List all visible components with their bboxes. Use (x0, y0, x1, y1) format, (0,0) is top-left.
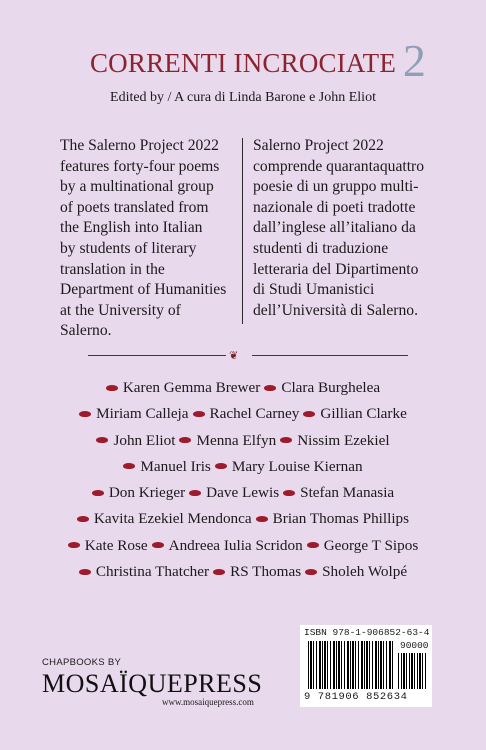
publisher-name: MOSAÏQUEPRESS (42, 669, 263, 698)
poet-entry (264, 375, 380, 401)
poet-name: Clara Burghelea (281, 379, 381, 396)
poet-entry (79, 559, 209, 585)
poet-name: Manuel Iris (140, 457, 211, 475)
book-title-text: CORRENTI INCROCIATE (89, 48, 397, 78)
poet-name: George T Sipos (323, 536, 419, 554)
publisher-url: www.mosaiquepress.com (162, 697, 254, 707)
description-line: by a multinational group (60, 178, 214, 196)
poet-name: Don Krieger (108, 484, 186, 502)
description-line: at the University of Salerno. (60, 301, 181, 340)
lips-icon (215, 463, 227, 469)
description-line: by students of literary (60, 239, 197, 257)
poet-entry (179, 428, 276, 454)
publisher-logo (42, 657, 263, 707)
poet-row (30, 506, 456, 532)
poet-row (30, 533, 456, 559)
separator-left (88, 355, 226, 356)
lips-icon (283, 490, 295, 496)
description-line: comprende quarantaquattro (253, 157, 425, 175)
poet-entry (193, 401, 300, 427)
lips-icon (106, 385, 118, 391)
poet-entry (123, 454, 210, 480)
description-line: nazionale di poeti tradotte (253, 198, 416, 216)
isbn-barcode (300, 625, 432, 707)
ean-number: 9 781906 852634 (304, 691, 408, 703)
poet-name: Miriam Calleja (96, 405, 189, 423)
poet-entry (215, 454, 363, 480)
poet-name: Menna Elfyn (196, 431, 277, 449)
description-line: dall’inglese all’italiano da (253, 219, 416, 237)
separator-lips-icon: ❦ (229, 350, 239, 362)
lips-icon (264, 385, 276, 391)
lips-icon (307, 542, 319, 548)
title-block (0, 35, 486, 86)
lips-icon (189, 490, 201, 496)
description-line: Department of Humanities (60, 281, 227, 299)
lips-icon (193, 411, 205, 417)
description-line: of poets translated from (60, 198, 209, 216)
poet-entry (307, 533, 419, 559)
poet-name: Brian Thomas Phillips (272, 510, 410, 528)
lips-icon (123, 463, 135, 469)
lips-icon (77, 516, 89, 522)
poet-entry (96, 428, 175, 454)
poet-name: Dave Lewis (206, 484, 280, 502)
poet-row (30, 375, 456, 401)
lips-icon (79, 411, 91, 417)
poet-entry (213, 559, 301, 585)
poet-entry (280, 428, 389, 454)
book-title-number: 2 (402, 35, 427, 86)
lips-icon (280, 437, 292, 443)
poet-name: Mary Louise Kiernan (231, 457, 363, 475)
lips-icon (179, 437, 191, 443)
poet-name: Andreea Iulia Scridon (168, 536, 303, 554)
lips-icon (303, 411, 315, 417)
poet-row (30, 559, 456, 585)
lips-icon (152, 542, 164, 548)
isbn-text: ISBN 978-1-906852-63-4 (304, 627, 430, 638)
description-line: The Salerno Project 2022 (60, 137, 219, 154)
poet-name: Rachel Carney (209, 405, 300, 423)
publisher-series: CHAPBOOKS BY (42, 657, 122, 668)
poet-name: Stefan Manasia (300, 484, 395, 502)
poet-name: John Eliot (113, 431, 176, 449)
lips-icon (92, 490, 104, 496)
english-description (60, 136, 230, 342)
lips-icon (79, 569, 91, 575)
barcode-bars (308, 641, 393, 689)
poet-entry (152, 533, 303, 559)
description-line: poesie di un gruppo multi- (253, 178, 419, 196)
lips-icon (96, 437, 108, 443)
editors-line: Edited by / A cura di Linda Barone e John Eliot (110, 90, 376, 105)
poet-name: RS Thomas (230, 563, 302, 581)
poet-entry (68, 533, 148, 559)
price-code: 90000 (400, 640, 429, 651)
description-line: letteraria del Dipartimento (253, 260, 419, 278)
lips-icon (305, 569, 317, 575)
description-line: studenti di traduzione (253, 239, 389, 257)
poet-row (30, 454, 456, 480)
poet-row (30, 480, 456, 506)
poet-row (30, 428, 456, 454)
poet-list (30, 375, 456, 585)
poet-name: Kavita Ezekiel Mendonca (93, 510, 252, 528)
poet-name: Nissim Ezekiel (297, 431, 390, 449)
description-line: di Studi Umanistici (253, 281, 375, 299)
poet-entry (305, 559, 407, 585)
poet-entry (189, 480, 279, 506)
poet-entry (106, 375, 260, 401)
lips-icon (213, 569, 225, 575)
column-divider (242, 138, 243, 324)
description-line: the English into Italian (60, 219, 203, 237)
description-line: Salerno Project 2022 (253, 137, 384, 154)
lips-icon (256, 516, 268, 522)
poet-entry (256, 506, 409, 532)
poet-entry (92, 480, 185, 506)
poet-row (30, 401, 456, 427)
poet-name: Karen Gemma Brewer (122, 379, 261, 396)
description-line: dell’Università di Salerno. (253, 301, 418, 319)
description-line: features forty-four poems (60, 157, 220, 175)
poet-entry (77, 506, 252, 532)
poet-name: Gillian Clarke (320, 405, 407, 423)
poet-entry (283, 480, 394, 506)
poet-name: Sholeh Wolpé (322, 563, 408, 581)
book-title (89, 35, 427, 86)
poet-name: Christina Thatcher (95, 563, 210, 581)
italian-description (253, 136, 431, 321)
poet-name: Kate Rose (84, 536, 148, 554)
separator-right (252, 355, 408, 356)
description-line: translation in the (60, 260, 165, 278)
poet-entry (303, 401, 406, 427)
lips-icon (68, 542, 80, 548)
poet-entry (79, 401, 188, 427)
barcode-addon-bars (398, 653, 426, 689)
